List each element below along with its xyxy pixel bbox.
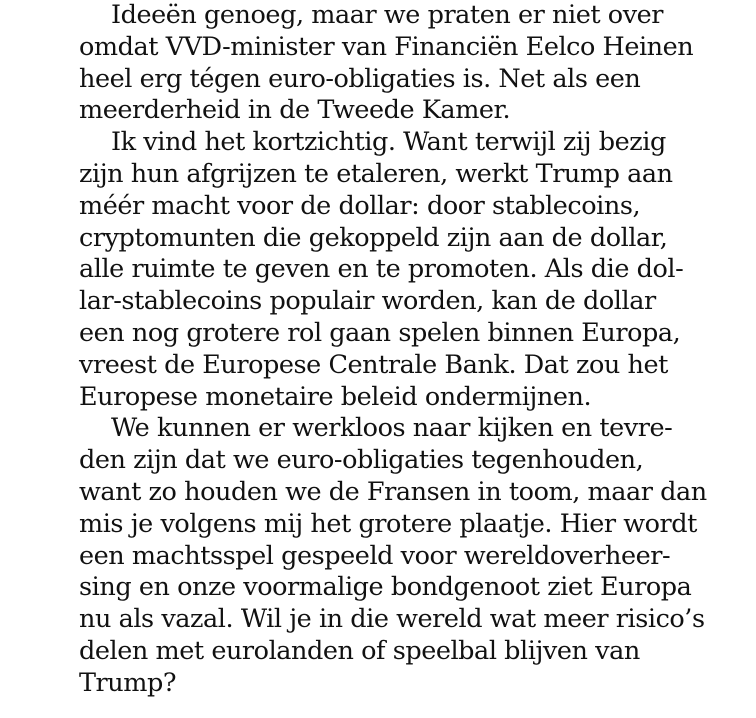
text-line: We kunnen er werkloos naar kijken en tevre- bbox=[111, 413, 673, 444]
text-line: Ik vind het kortzichtig. Want terwijl zij bezig bbox=[111, 127, 666, 158]
text-line: zijn hun afgrijzen te etaleren, werkt Trump aan bbox=[79, 158, 673, 189]
text-line: méér macht voor de dollar: door stablecoins, bbox=[79, 190, 641, 221]
text-line: cryptomunten die gekoppeld zijn aan de dollar, bbox=[79, 222, 668, 253]
article-body bbox=[79, 0, 707, 700]
paragraph bbox=[79, 127, 699, 413]
text-line: Europese monetaire beleid ondermijnen. bbox=[79, 381, 592, 412]
text-line: vreest de Europese Centrale Bank. Dat zou het bbox=[79, 349, 668, 380]
text-line: een machtsspel gespeeld voor wereldoverheer- bbox=[79, 540, 671, 571]
text-line: mis je volgens mij het grotere plaatje. Hier wordt bbox=[79, 508, 697, 539]
text-line: nu als vazal. Wil je in die wereld wat meer risico’s bbox=[79, 604, 705, 635]
paragraph bbox=[79, 413, 707, 699]
text-line: den zijn dat we euro-obligaties tegenhouden, bbox=[79, 445, 644, 476]
text-line: Trump? bbox=[79, 667, 177, 698]
text-line: lar-stablecoins populair worden, kan de dollar bbox=[79, 286, 656, 317]
text-line: sing en onze voormalige bondgenoot ziet Europa bbox=[79, 572, 692, 603]
text-line: omdat VVD-minister van Financiën Eelco Heinen bbox=[79, 31, 694, 62]
text-line: een nog grotere rol gaan spelen binnen Europa, bbox=[79, 317, 681, 348]
text-line: meerderheid in de Tweede Kamer. bbox=[79, 95, 511, 126]
paragraph bbox=[79, 0, 699, 127]
text-line: want zo houden we de Fransen in toom, maar dan bbox=[79, 476, 707, 507]
text-line: Ideeën genoeg, maar we praten er niet over bbox=[111, 0, 664, 30]
text-line: heel erg tégen euro-obligaties is. Net als een bbox=[79, 63, 641, 94]
text-line: alle ruimte te geven en te promoten. Als die dol- bbox=[79, 254, 684, 285]
text-line: delen met eurolanden of speelbal blijven van bbox=[79, 635, 640, 666]
